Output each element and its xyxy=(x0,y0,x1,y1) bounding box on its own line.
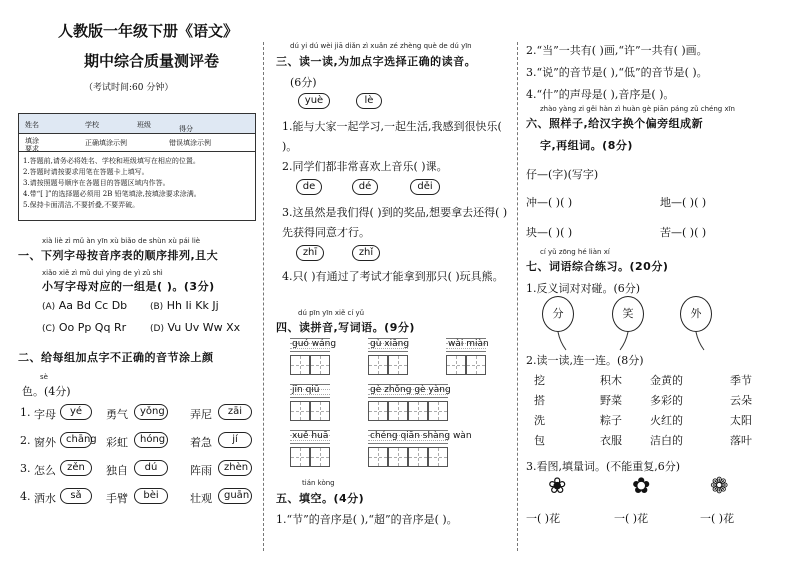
reading-option[interactable]: děi xyxy=(410,179,440,195)
writing-box[interactable] xyxy=(428,401,448,421)
s2-word: 壮观 xyxy=(190,492,212,505)
match-word[interactable]: 云朵 xyxy=(730,394,752,407)
measure-word-blank[interactable]: 一( )花 xyxy=(614,512,649,525)
flower-icon: ✿ xyxy=(632,474,651,499)
class-label: 班级 xyxy=(137,121,151,129)
exam-title: 人教版一年级下册《语文》 xyxy=(58,22,239,40)
writing-box[interactable] xyxy=(310,401,330,421)
option-text: Aa Bd Cc Db xyxy=(58,299,128,312)
match-word[interactable]: 火红的 xyxy=(650,414,683,427)
reading-option[interactable]: zhī xyxy=(296,245,324,261)
s6-example: 仔—(字)(写字) xyxy=(526,168,599,181)
s2-title: 二、给每组加点字不正确的音节涂上颜 xyxy=(18,351,214,364)
writing-box[interactable] xyxy=(388,401,408,421)
s2-syllable-option[interactable]: yǒng xyxy=(134,404,168,420)
pinyin-word: xuě huā xyxy=(292,431,329,441)
note-4: 4.带“[ ]”的选择题必须用 2B 铅笔填涂,按填涂要求涂满。 xyxy=(23,190,201,198)
writing-box[interactable] xyxy=(290,447,310,467)
s2-syllable-option[interactable]: yé xyxy=(60,404,92,420)
note-2: 2.答题时请按要求用笔在答题卡上填写。 xyxy=(23,168,149,176)
match-word[interactable]: 包 xyxy=(534,434,545,447)
balloon-strings xyxy=(520,330,780,352)
s2-syllable-option[interactable]: zhèn xyxy=(218,460,252,476)
s5-title: 五、填空。(4分) xyxy=(276,492,365,505)
writing-box[interactable] xyxy=(368,447,388,467)
s6-title: 六、照样子,给汉字换个偏旁组成新 xyxy=(526,117,704,130)
s1-line2: 小写字母对应的一组是( )。(3分) xyxy=(42,280,215,293)
writing-box[interactable] xyxy=(368,355,388,375)
balloon: 外 xyxy=(680,296,712,332)
s5-q3: 3.“说”的音节是( ),“低”的音节是( )。 xyxy=(526,66,708,79)
s1-pinyin-2: xiǎo xiě zì mǔ duì yìng de yì zǔ shì xyxy=(42,269,163,277)
pinyin-word: jīn qiū xyxy=(292,385,320,395)
column-left xyxy=(0,0,262,561)
s6-line2: 字,再组词。(8分) xyxy=(540,139,633,152)
s1-option-d[interactable] xyxy=(150,321,240,334)
wrong-fill-example: 错误填涂示例 xyxy=(169,139,211,147)
pinyin-word: gè zhǒng gè yàng xyxy=(370,385,451,395)
s1-option-c[interactable] xyxy=(42,321,126,334)
name-label: 姓名 xyxy=(25,121,39,129)
match-word[interactable]: 洁白的 xyxy=(650,434,683,447)
s7-q3: 3.看图,填量词。(不能重复,6分) xyxy=(526,460,681,473)
fill-requirement-row xyxy=(19,134,255,152)
match-word[interactable]: 洗 xyxy=(534,414,545,427)
s2-word: 窗外 xyxy=(34,436,56,449)
s7-pinyin: cí yǔ zōng hé liàn xí xyxy=(540,248,610,256)
s7-q1: 1.反义词对对碰。(6分) xyxy=(526,282,641,295)
s3-q3: 3.这虽然是我们得( )到的奖品,想要拿去还得( )先获得同意才行。 xyxy=(282,206,508,239)
s2-line2: 色。(4分) xyxy=(22,385,71,398)
fill-req-label-2: 要求 xyxy=(25,145,39,153)
s2-syllable-option[interactable]: sǎ xyxy=(60,488,92,504)
writing-box[interactable] xyxy=(310,355,330,375)
reading-option[interactable]: zhǐ xyxy=(352,245,380,261)
s6-item-1[interactable]: 冲—( )( ) xyxy=(526,196,573,209)
s2-word: 洒水 xyxy=(34,492,56,505)
column-right xyxy=(520,0,794,561)
option-text: Oo Pp Qq Rr xyxy=(58,321,127,334)
match-word[interactable]: 野菜 xyxy=(600,394,622,407)
s3-title: 三、读一读,为加点字选择正确的读音。 xyxy=(276,55,477,68)
s3-score: (6分) xyxy=(290,76,317,89)
s2-row-num: 3. xyxy=(20,462,31,475)
s2-word: 着急 xyxy=(190,436,212,449)
sunflower-icon: ❁ xyxy=(710,474,729,499)
note-3: 3.请按照题号顺序在各题目的答题区域内作答。 xyxy=(23,179,170,187)
s2-word: 字母 xyxy=(34,408,56,421)
writing-box[interactable] xyxy=(310,447,330,467)
column-middle xyxy=(268,0,514,561)
option-text: Vu Uv Ww Xx xyxy=(167,321,241,334)
s2-syllable-option[interactable]: zěn xyxy=(60,460,92,476)
match-word[interactable]: 落叶 xyxy=(730,434,752,447)
s2-word: 彩虹 xyxy=(106,436,128,449)
writing-box[interactable] xyxy=(388,355,408,375)
s2-syllable-option[interactable]: bèi xyxy=(134,488,168,504)
s2-syllable-option[interactable]: hóng xyxy=(134,432,168,448)
s6-item-3[interactable]: 块—( )( ) xyxy=(526,226,573,239)
pinyin-word: wài miàn xyxy=(448,339,489,349)
s3-q1: 1.能与大家一起学习,一起生活,我感到很快乐( )。 xyxy=(282,120,502,153)
reading-option[interactable]: lè xyxy=(356,93,382,109)
s4-pinyin: dú pīn yīn xiě cí yǔ xyxy=(298,309,365,317)
writing-box[interactable] xyxy=(446,355,466,375)
s7-q2: 2.读一读,连一连。(8分) xyxy=(526,354,644,367)
pinyin-word: guó wáng xyxy=(292,339,337,349)
match-word[interactable]: 挖 xyxy=(534,374,545,387)
school-label: 学校 xyxy=(85,121,99,129)
writing-box[interactable] xyxy=(290,401,310,421)
s5-q4: 4.“什”的声母是( ),音序是( )。 xyxy=(526,88,675,101)
match-word[interactable]: 多彩的 xyxy=(650,394,683,407)
s6-pinyin: zhào yàng zi gěi hàn zì huàn gè piān páng zǔ chéng xīn xyxy=(540,105,735,113)
s2-syllable-option[interactable]: jí xyxy=(218,432,252,448)
writing-box[interactable] xyxy=(368,401,388,421)
s3-q2: 2.同学们都非常喜欢上音乐( )课。 xyxy=(282,160,448,173)
s1-title: 一、下列字母按音序表的顺序排列,且大 xyxy=(18,249,219,262)
note-1: 1.答题前,请务必将姓名、学校和班级填写在相应的位置。 xyxy=(23,157,200,165)
balloon: 笑 xyxy=(612,296,644,332)
writing-box[interactable] xyxy=(428,447,448,467)
s4-title: 四、读拼音,写词语。(9分) xyxy=(276,321,415,334)
fill-req-label: 填涂 xyxy=(25,137,39,145)
reading-option[interactable]: yuè xyxy=(298,93,330,109)
match-word[interactable]: 太阳 xyxy=(730,414,752,427)
writing-box[interactable] xyxy=(290,355,310,375)
exam-subtitle: 期中综合质量测评卷 xyxy=(84,52,220,70)
note-5: 5.保持卡面清洁,不要折叠,不要弄破。 xyxy=(23,201,140,209)
s1-pinyin: xià liè zì mǔ àn yīn xù biǎo de shùn xù pái liè xyxy=(42,237,201,245)
option-key: (D) xyxy=(150,324,164,334)
match-word[interactable]: 衣服 xyxy=(600,434,622,447)
lotus-icon: ❀ xyxy=(548,474,567,499)
pinyin-word: chéng qiān shàng wàn xyxy=(370,431,472,441)
measure-word-blank[interactable]: 一( )花 xyxy=(700,512,735,525)
option-key: (A) xyxy=(42,302,56,312)
s2-syllable-option[interactable]: zāi xyxy=(218,404,252,420)
s3-pinyin: dú yi dú wèi jiā diǎn zì xuǎn zé zhèng què de dú yīn xyxy=(290,42,472,50)
option-key: (B) xyxy=(150,302,164,312)
divider-1 xyxy=(263,42,264,551)
s5-pinyin: tián kòng xyxy=(302,479,335,487)
balloon: 分 xyxy=(542,296,574,332)
s2-word: 阵雨 xyxy=(190,464,212,477)
pinyin-word: gù xiāng xyxy=(370,339,410,349)
s6-item-4[interactable]: 苦—( )( ) xyxy=(660,226,707,239)
option-key: (C) xyxy=(42,324,56,334)
s2-row-num: 4. xyxy=(20,490,31,503)
s2-syllable-option[interactable]: guān xyxy=(218,488,252,504)
s6-item-2[interactable]: 地—( )( ) xyxy=(660,196,707,209)
s3-q4: 4.只( )有通过了考试才能拿到那只( )玩具熊。 xyxy=(282,270,504,283)
writing-box[interactable] xyxy=(388,447,408,467)
s5-q1: 1.“节”的音序是( ),“超”的音序是( )。 xyxy=(276,513,458,526)
info-notes xyxy=(23,156,201,211)
s2-row-num: 1. xyxy=(20,406,31,419)
measure-word-blank[interactable]: 一( )花 xyxy=(526,512,561,525)
exam-time: （考试时间:60 分钟） xyxy=(84,83,174,93)
writing-box[interactable] xyxy=(408,447,428,467)
match-word[interactable]: 金黄的 xyxy=(650,374,683,387)
s2-syllable-option[interactable]: dú xyxy=(134,460,168,476)
match-word[interactable]: 搭 xyxy=(534,394,545,407)
s2-syllable-option[interactable]: chāng xyxy=(60,432,92,448)
s2-word: 怎么 xyxy=(34,464,56,477)
reading-option[interactable]: dé xyxy=(352,179,378,195)
writing-box[interactable] xyxy=(408,401,428,421)
s2-word: 勇气 xyxy=(106,408,128,421)
divider-2 xyxy=(517,42,518,551)
s7-title: 七、词语综合练习。(20分) xyxy=(526,260,669,273)
match-word[interactable]: 季节 xyxy=(730,374,752,387)
s2-row-num: 2. xyxy=(20,434,31,447)
reading-option[interactable]: de xyxy=(296,179,322,195)
s2-word: 弄尼 xyxy=(190,408,212,421)
s5-q2: 2.“当”一共有( )画,“许”一共有( )画。 xyxy=(526,44,708,57)
s2-pinyin-se: sè xyxy=(40,373,48,381)
s2-word: 手臂 xyxy=(106,492,128,505)
match-word[interactable]: 积木 xyxy=(600,374,622,387)
s1-option-a[interactable] xyxy=(42,299,127,312)
writing-box[interactable] xyxy=(466,355,486,375)
match-word[interactable]: 粽子 xyxy=(600,414,622,427)
score-label: 得分 xyxy=(179,125,193,133)
s1-option-b[interactable] xyxy=(150,299,219,312)
s2-word: 独自 xyxy=(106,464,128,477)
info-table xyxy=(18,113,256,221)
correct-fill-example: 正确填涂示例 xyxy=(85,139,127,147)
option-text: Hh Ii Kk Jj xyxy=(166,299,219,312)
